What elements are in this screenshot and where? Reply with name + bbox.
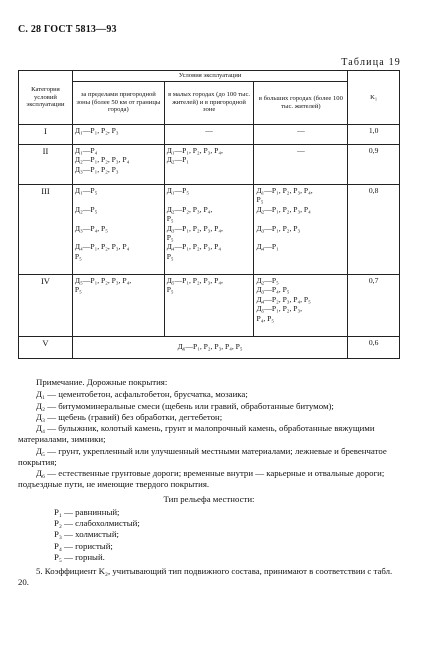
header-conditions: Условия эксплуатации <box>72 71 347 82</box>
cell-line: — <box>297 145 305 155</box>
note-item: Д₃ — щебень (гравий) без обработки, дегтебетон; <box>36 411 223 422</box>
condition-cell <box>72 144 164 184</box>
cell-line: Д₁—Р₄ <box>74 145 98 155</box>
table-row <box>19 184 400 274</box>
k1-cell: 0,6 <box>348 336 400 358</box>
table-caption: Таблица 19 <box>341 57 401 68</box>
cell-line: Д₂—Р₁, Р₂, Р₃, Р₄ <box>74 155 130 165</box>
note-item: Д₄ — булыжник, колотый камень, грунт и малопрочный камень, обработанные вяжущими материалами, зимники; <box>18 423 375 445</box>
cell-line: Д₄—Р₁, Р₂, Р₃, Р₄ <box>74 242 130 252</box>
cell-line: Р₅ <box>166 214 174 224</box>
cell-line: Д₃—Р₄, Р₅ <box>74 223 108 233</box>
cell-line <box>256 233 345 242</box>
notes-section <box>18 377 400 589</box>
table-row <box>19 144 400 184</box>
cell-line: Д₁—Р₅ <box>166 185 189 195</box>
relief-item: Р₅ — горный. <box>54 551 105 562</box>
condition-cell <box>164 274 254 336</box>
table-row <box>19 274 400 336</box>
span-cell: Д₆—Р₁, Р₂, Р₃, Р₄, Р₅ <box>72 336 347 358</box>
cell-line: Д₁—Р₁, Р₂, Р₃ <box>74 125 119 135</box>
condition-cell <box>72 274 164 336</box>
operating-conditions-table <box>18 70 400 359</box>
cell-line: Д₄—Р₁, Р₂, Р₃, Р₄ <box>166 242 221 252</box>
cell-line: Д₂—Р₅ <box>256 275 279 285</box>
condition-cell <box>254 184 348 274</box>
cell-line: — <box>205 125 213 135</box>
final-paragraph: 5. Коэффициент K₂, учитывающий тип подвижного состава, принимают в соответствии с табл. 20. <box>18 566 393 588</box>
cell-line: Д₅—Р₁, Р₂, Р₃, Р₄, <box>74 275 132 285</box>
cell-line: Р₅ <box>166 251 174 261</box>
condition-cell <box>164 144 254 184</box>
k1-cell: 1,0 <box>348 124 400 144</box>
cell-line: Д₃—Р₁, Р₂, Р₃ <box>256 223 301 233</box>
cell-line: Р₄, Р₅ <box>256 313 275 323</box>
k1-cell: 0,7 <box>348 274 400 336</box>
cell-line <box>75 233 162 242</box>
header-outside-suburb: за пределами пригородной зоны (более 50 км от границы города) <box>72 81 164 124</box>
relief-item: Р₃ — холмистый; <box>54 529 119 540</box>
category-cell: IV <box>19 274 73 336</box>
cell-line: Р₅ <box>166 285 174 295</box>
cell-line: Д₂—Р₅ <box>74 204 98 214</box>
category-cell: II <box>19 144 73 184</box>
condition-cell <box>254 274 348 336</box>
cell-line <box>167 195 252 204</box>
cell-line: Д₅—Р₁, Р₂, Р₃, <box>256 304 303 314</box>
cell-line: Р₅ <box>166 233 174 242</box>
relief-item: Р₁ — равнинный; <box>54 506 120 517</box>
k1-cell: 0,8 <box>348 184 400 274</box>
table-row <box>19 336 400 358</box>
cell-line <box>256 214 345 223</box>
note-item: Д₂ — битумоминеральные смеси (щебень или гравий, обработанные битумом); <box>36 400 334 411</box>
relief-title: Тип рельефа местности: <box>163 493 255 504</box>
cell-line: Д₅—Р₁, Р₂, Р₃, Р₄, <box>166 275 223 285</box>
condition-cell <box>164 184 254 274</box>
condition-cell <box>72 124 164 144</box>
note-item: Д₁ — цементобетон, асфальтобетон, брусчатка, мозаика; <box>36 389 248 400</box>
cell-line: Д₄—Р₁ <box>256 242 279 252</box>
condition-cell <box>254 144 348 184</box>
cell-line: Д₃—Р₄, Р₅ <box>256 285 290 295</box>
category-cell: III <box>19 184 73 274</box>
cell-line: Д₃—Р₁, Р₂, Р₃ <box>74 164 119 174</box>
cell-line: Р₅ <box>256 195 264 205</box>
table-row <box>19 124 400 144</box>
notes-title: Примечание. Дорожные покрытия: <box>36 377 168 387</box>
header-k1: K₁ <box>348 71 400 125</box>
category-cell: V <box>19 336 73 358</box>
header-big-cities: в больших городах (более 100 тыс. жителей) <box>254 81 348 124</box>
header-row <box>19 71 400 82</box>
cell-line: Д₂—Р₁ <box>166 155 189 165</box>
cell-line <box>75 214 162 223</box>
cell-line: — <box>297 125 305 135</box>
cell-line <box>75 195 162 204</box>
cell-line: Д₁—Р₁, Р₂, Р₃, Р₄, <box>166 145 223 155</box>
relief-item: Р₄ — гористый; <box>54 540 113 551</box>
header-category: Категория условий эксплуатации <box>19 71 73 125</box>
cell-line: Д₂—Р₂, Р₃, Р₄, <box>166 204 213 214</box>
note-item: Д₆ — естественные грунтовые дороги; временные внутри — карьерные и отвальные дороги; подъездные пути, не имеющие твердого покрытия. <box>18 468 385 490</box>
note-item: Д₅ — грунт, укрепленный или улучшенный местными материалами; лежневые и бревенчатое покрытия; <box>18 445 387 467</box>
cell-line: Д₂—Р₁, Р₂, Р₃, Р₄ <box>256 204 311 214</box>
k1-cell: 0,9 <box>348 144 400 184</box>
header-small-towns: в малых городах (до 100 тыс. жителей) и в пригородной зоне <box>164 81 254 124</box>
page-header: С. 28 ГОСТ 5813—93 <box>18 24 117 35</box>
subheader-row <box>19 81 400 124</box>
cell-line: Д₁—Р₅ <box>74 185 98 195</box>
condition-cell <box>164 124 254 144</box>
cell-line: Д₁—Р₁, Р₂, Р₃, Р₄, <box>256 185 313 195</box>
cell-line: Р₅ <box>74 285 82 295</box>
relief-item: Р₂ — слабохолмистый; <box>54 518 140 528</box>
condition-cell <box>254 124 348 144</box>
condition-cell <box>72 184 164 274</box>
cell-line: Р₅ <box>74 251 82 261</box>
cell-line: Д₃—Р₁, Р₂, Р₃, Р₄, <box>166 223 223 233</box>
category-cell: I <box>19 124 73 144</box>
cell-line: Д₄—Р₂, Р₃, Р₄, Р₅ <box>256 294 311 304</box>
